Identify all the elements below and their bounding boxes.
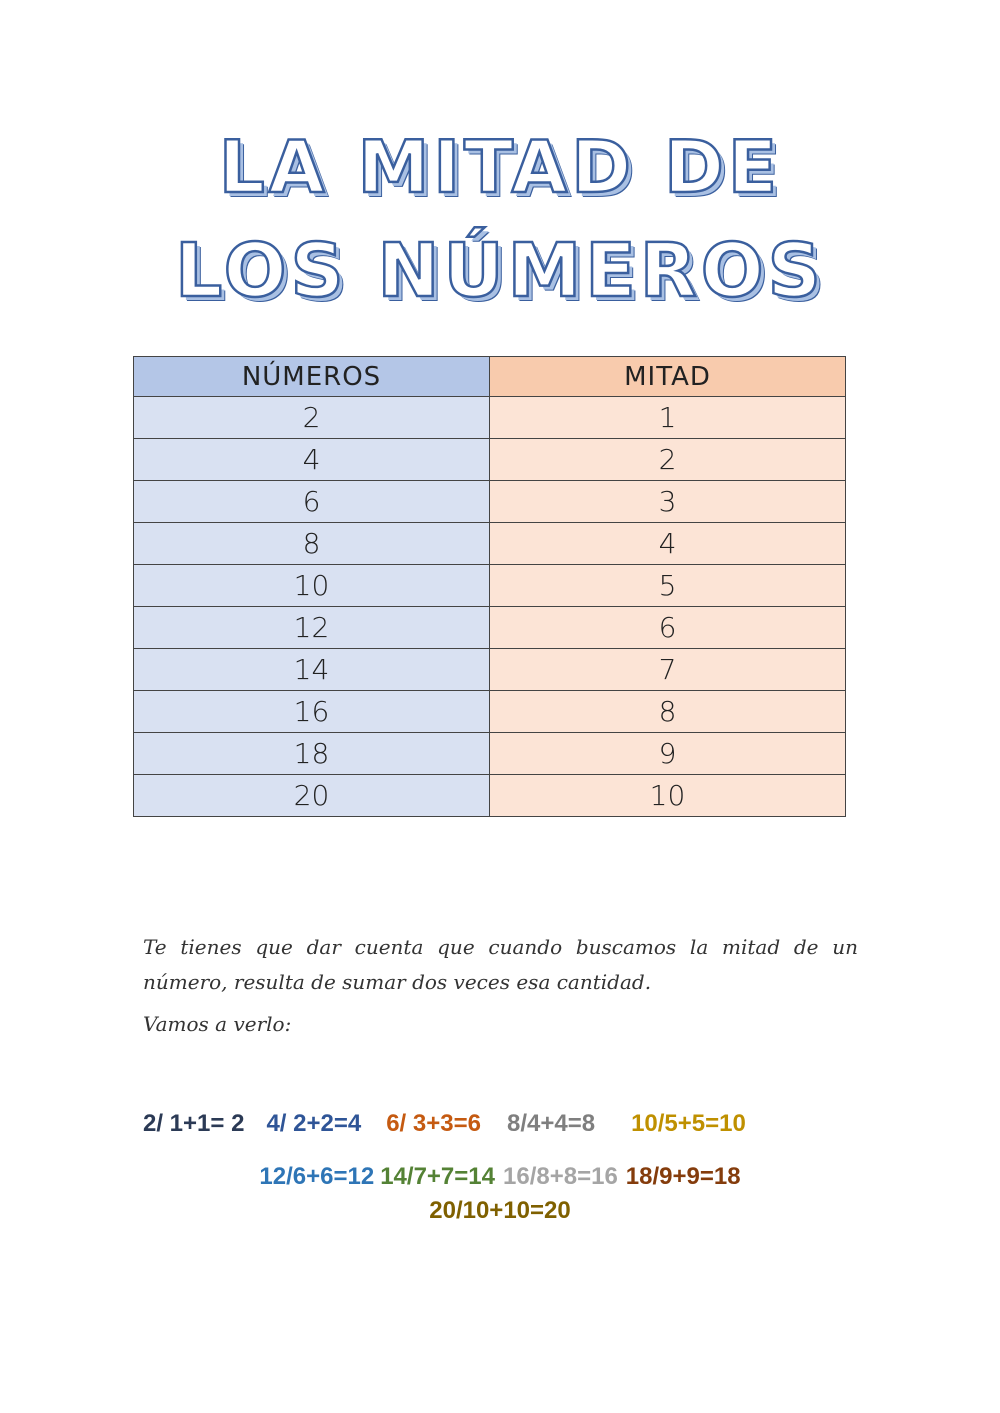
number-cell: 6 bbox=[134, 481, 490, 523]
number-cell: 12 bbox=[134, 607, 490, 649]
equation-line2-4: 18/9+9=18 bbox=[625, 1163, 741, 1190]
table-row bbox=[134, 481, 846, 523]
table-row bbox=[134, 397, 846, 439]
table-row bbox=[134, 775, 846, 817]
half-cell: 4 bbox=[490, 523, 846, 565]
number-cell: 10 bbox=[134, 565, 490, 607]
header-numeros: NÚMEROS bbox=[134, 357, 490, 397]
equation-line1-5: 10/5+5=10 bbox=[631, 1110, 746, 1137]
table-row bbox=[134, 733, 846, 775]
half-cell: 6 bbox=[490, 607, 846, 649]
table-row bbox=[134, 607, 846, 649]
equation-line2-3: 16/8+8=16 bbox=[503, 1163, 618, 1190]
half-cell: 7 bbox=[490, 649, 846, 691]
table-row bbox=[134, 691, 846, 733]
equations-line-1 bbox=[143, 1110, 903, 1138]
equation-line1-4: 8/4+4=8 bbox=[506, 1110, 596, 1137]
equation-line2-1: 12/6+6=12 bbox=[259, 1163, 375, 1190]
halves-table bbox=[133, 356, 846, 817]
half-cell: 10 bbox=[490, 775, 846, 817]
title-line-2: LOS NÚMEROS bbox=[175, 228, 825, 314]
number-cell: 8 bbox=[134, 523, 490, 565]
number-cell: 2 bbox=[134, 397, 490, 439]
number-cell: 4 bbox=[134, 439, 490, 481]
half-cell: 3 bbox=[490, 481, 846, 523]
table-header-row bbox=[134, 357, 846, 397]
table-row bbox=[134, 439, 846, 481]
explanation-prompt: Vamos a verlo: bbox=[143, 1012, 292, 1036]
equations-line-2 bbox=[0, 1163, 1000, 1191]
equation-line3-1: 20/10+10=20 bbox=[429, 1197, 571, 1224]
equation-line1-1: 2/ 1+1= 2 bbox=[143, 1110, 245, 1137]
half-cell: 5 bbox=[490, 565, 846, 607]
equation-line1-2: 4/ 2+2=4 bbox=[266, 1110, 362, 1137]
equation-line2-2: 14/7+7=14 bbox=[380, 1163, 495, 1190]
equation-line1-3: 6/ 3+3=6 bbox=[386, 1110, 481, 1137]
header-mitad: MITAD bbox=[490, 357, 846, 397]
half-cell: 1 bbox=[490, 397, 846, 439]
number-cell: 16 bbox=[134, 691, 490, 733]
half-cell: 8 bbox=[490, 691, 846, 733]
table-row bbox=[134, 523, 846, 565]
number-cell: 20 bbox=[134, 775, 490, 817]
explanation-paragraph: Te tienes que dar cuenta que cuando buscamos la mitad de un número, resulta de sumar dos veces esa cantidad. bbox=[143, 935, 858, 994]
half-cell: 9 bbox=[490, 733, 846, 775]
table-row bbox=[134, 649, 846, 691]
title-line-1: LA MITAD DE bbox=[218, 125, 782, 209]
half-cell: 2 bbox=[490, 439, 846, 481]
number-cell: 14 bbox=[134, 649, 490, 691]
table-row bbox=[134, 565, 846, 607]
equations-line-3 bbox=[0, 1197, 1000, 1225]
number-cell: 18 bbox=[134, 733, 490, 775]
